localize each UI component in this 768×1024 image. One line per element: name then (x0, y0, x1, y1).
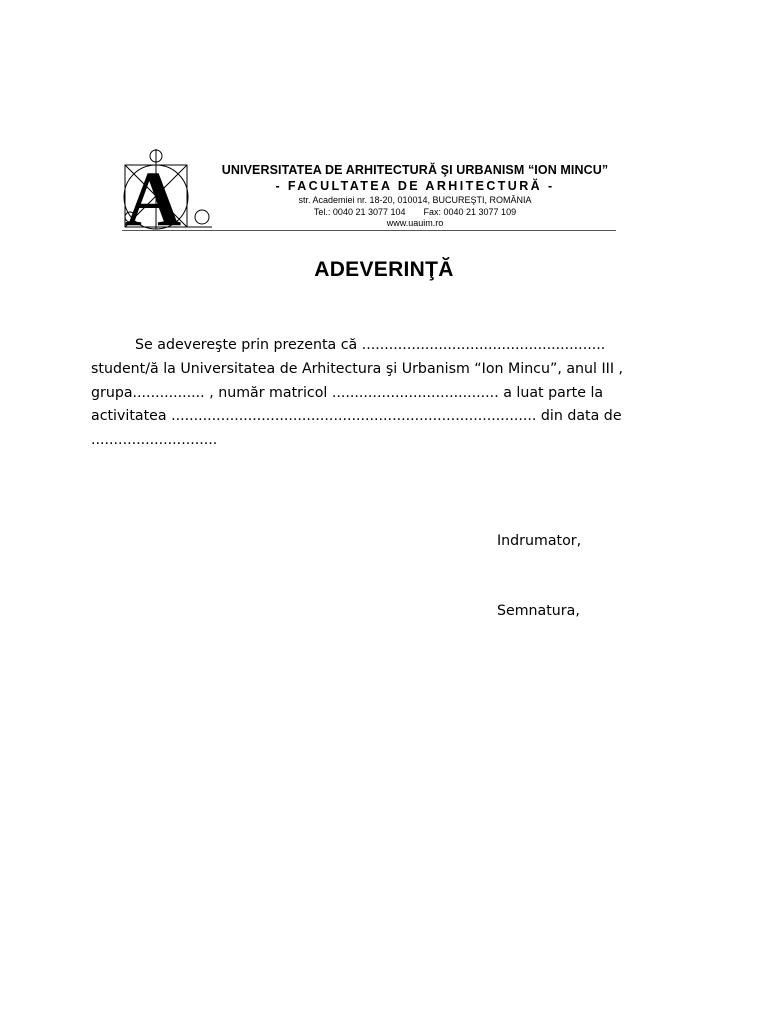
university-name: UNIVERSITATEA DE ARHITECTURĂ ŞI URBANISM “ION MINCU” (221, 163, 609, 177)
university-logo (122, 147, 212, 231)
website-link[interactable]: www.uauim.ro (386, 218, 444, 228)
body-line: grupa................ , număr matricol ..................................... a luat parte la (91, 384, 604, 401)
logo-letter: A (124, 155, 182, 231)
letterhead-text (214, 163, 616, 230)
signature-label: Semnatura, (497, 603, 580, 619)
body-line: activitatea ................................................................................. din data de (91, 408, 622, 425)
body-line: student/ă la Universitatea de Arhitectura şi Urbanism “Ion Mincu”, anul III , (91, 360, 624, 377)
faculty-name: - FACULTATEA DE ARHITECTURĂ - (275, 179, 555, 193)
header-divider (122, 230, 616, 231)
letterhead (122, 147, 616, 233)
body-line: ............................ (91, 432, 218, 449)
advisor-label: Indrumator, (497, 533, 582, 549)
document-title: ADEVERINŢĂ (314, 258, 454, 281)
contact-line (214, 207, 616, 219)
body-line: Se adevereşte prin prezenta că ...................................................... (135, 337, 606, 353)
fax: Fax: 0040 21 3077 109 (423, 206, 517, 217)
phone: Tel.: 0040 21 3077 104 (313, 206, 406, 217)
certificate-body (91, 334, 631, 453)
address: str. Academiei nr. 18-20, 010014, BUCUREŞTI, ROMÂNIA (298, 195, 532, 205)
